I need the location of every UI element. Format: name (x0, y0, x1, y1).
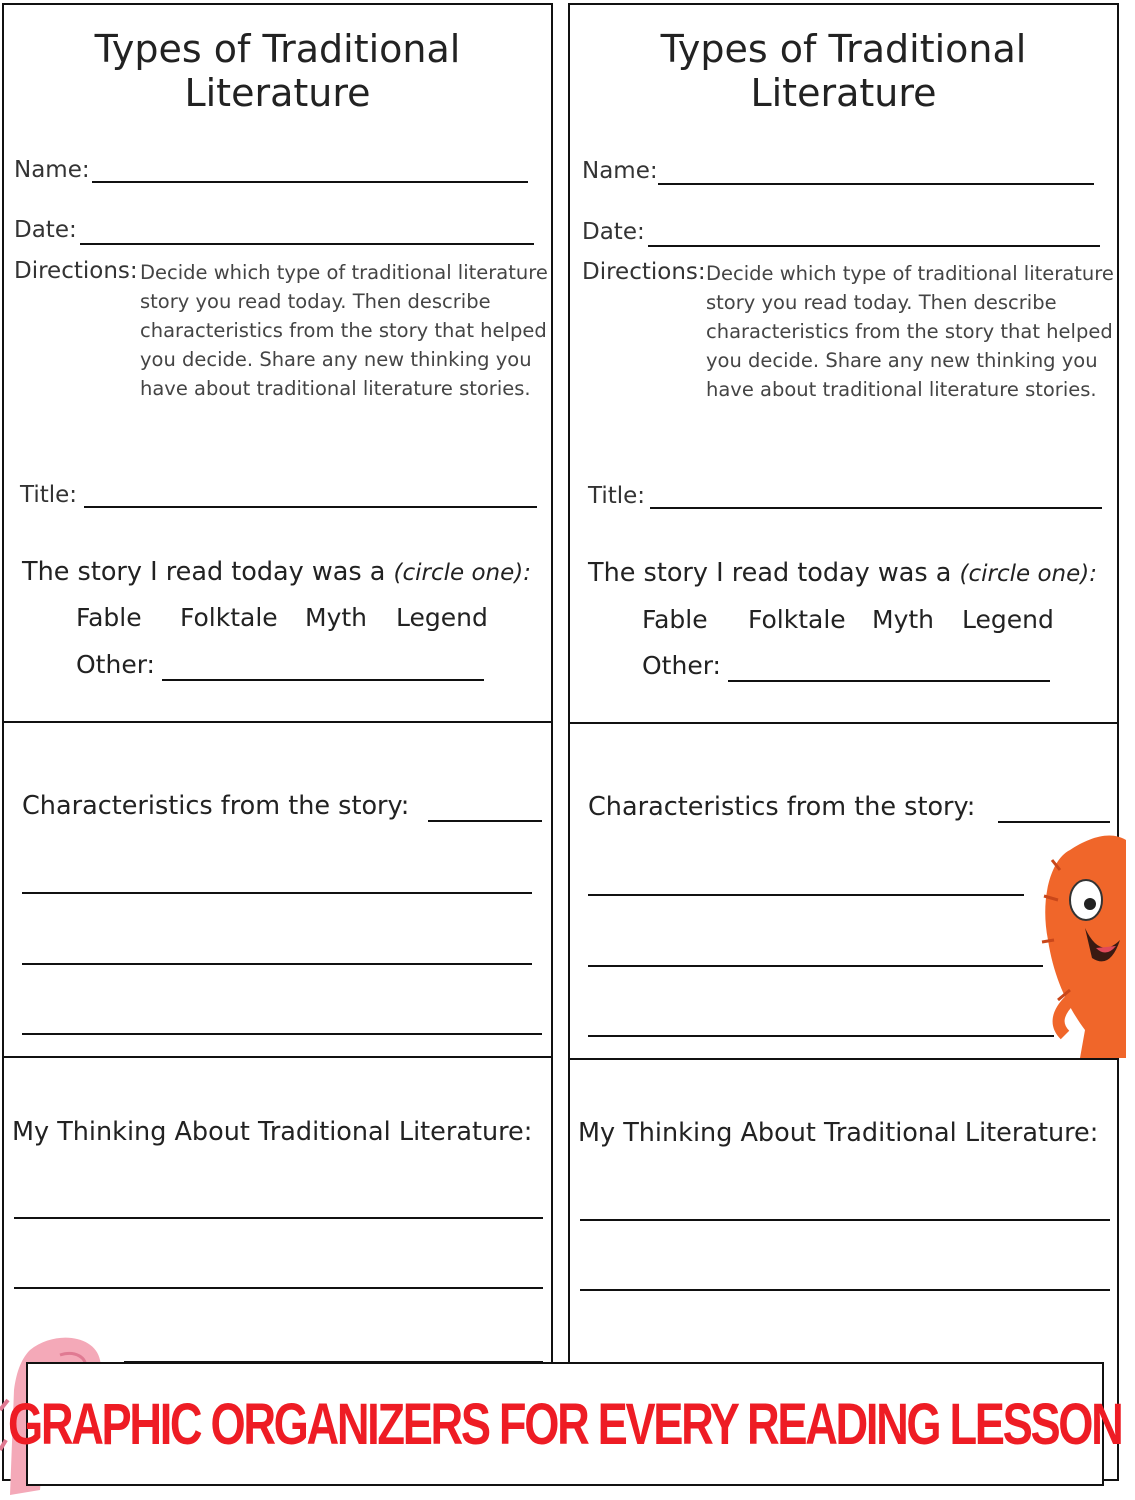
characteristics-line[interactable] (22, 892, 532, 894)
characteristics-line[interactable] (998, 821, 1110, 823)
section-divider (4, 1056, 551, 1058)
thinking-label: My Thinking About Traditional Literature: (578, 1118, 1099, 1148)
option-folktale[interactable]: Folktale (180, 603, 278, 632)
title-line[interactable] (650, 507, 1102, 509)
title-label: Title: (588, 483, 646, 509)
directions-text: Decide which type of traditional literature story you read today. Then describe characteristics from the story that helped you decide. Share any new thinking you have about traditional literature stories. (140, 261, 548, 400)
thinking-line[interactable] (580, 1289, 1110, 1291)
option-folktale[interactable]: Folktale (748, 605, 846, 634)
characteristics-line[interactable] (428, 820, 542, 822)
title-line[interactable] (84, 506, 537, 508)
name-label: Name: (582, 158, 658, 184)
option-legend[interactable]: Legend (396, 603, 488, 632)
directions-text: Decide which type of traditional literature story you read today. Then describe characteristics from the story that helped you decide. Share any new thinking you have about traditional literature stories. (706, 262, 1114, 401)
date-line[interactable] (648, 245, 1100, 247)
worksheet-left (2, 3, 553, 1481)
story-prompt: The story I read today was a (circle one): (22, 557, 531, 587)
other-label: Other: (642, 651, 721, 680)
promo-banner (8, 1362, 1122, 1486)
option-myth[interactable]: Myth (872, 605, 935, 634)
section-divider (570, 722, 1117, 724)
other-label: Other: (76, 650, 155, 679)
thinking-line[interactable] (14, 1217, 543, 1219)
name-label: Name: (14, 157, 90, 183)
other-line[interactable] (728, 680, 1050, 682)
date-line[interactable] (80, 243, 534, 245)
other-line[interactable] (162, 679, 484, 681)
worksheet-title: Types of Traditional Literature (94, 27, 461, 115)
story-prompt: The story I read today was a (circle one): (588, 558, 1097, 588)
option-legend[interactable]: Legend (962, 605, 1054, 634)
characteristics-label: Characteristics from the story: (588, 792, 976, 822)
title-label: Title: (20, 482, 78, 508)
option-fable[interactable]: Fable (76, 603, 142, 632)
orange-monster-icon (1030, 830, 1126, 1060)
thinking-label: My Thinking About Traditional Literature: (12, 1117, 533, 1147)
date-label: Date: (14, 217, 77, 243)
characteristics-line[interactable] (22, 963, 532, 965)
option-fable[interactable]: Fable (642, 605, 708, 634)
characteristics-line[interactable] (588, 1035, 1054, 1037)
name-line[interactable] (658, 183, 1094, 185)
worksheet-title: Types of Traditional Literature (660, 27, 1027, 115)
worksheet-right (568, 3, 1119, 1481)
characteristics-line[interactable] (588, 965, 1043, 967)
section-divider (4, 721, 551, 723)
directions-label: Directions: (14, 258, 138, 284)
name-line[interactable] (92, 181, 528, 183)
thinking-line[interactable] (14, 1287, 543, 1289)
banner-text: GRAPHIC ORGANIZERS FOR EVERY READING LESSON (8, 1391, 1122, 1457)
date-label: Date: (582, 219, 645, 245)
characteristics-label: Characteristics from the story: (22, 791, 410, 821)
option-myth[interactable]: Myth (305, 603, 368, 632)
characteristics-line[interactable] (22, 1033, 542, 1035)
directions-label: Directions: (582, 259, 706, 285)
characteristics-line[interactable] (588, 894, 1024, 896)
thinking-line[interactable] (580, 1219, 1110, 1221)
